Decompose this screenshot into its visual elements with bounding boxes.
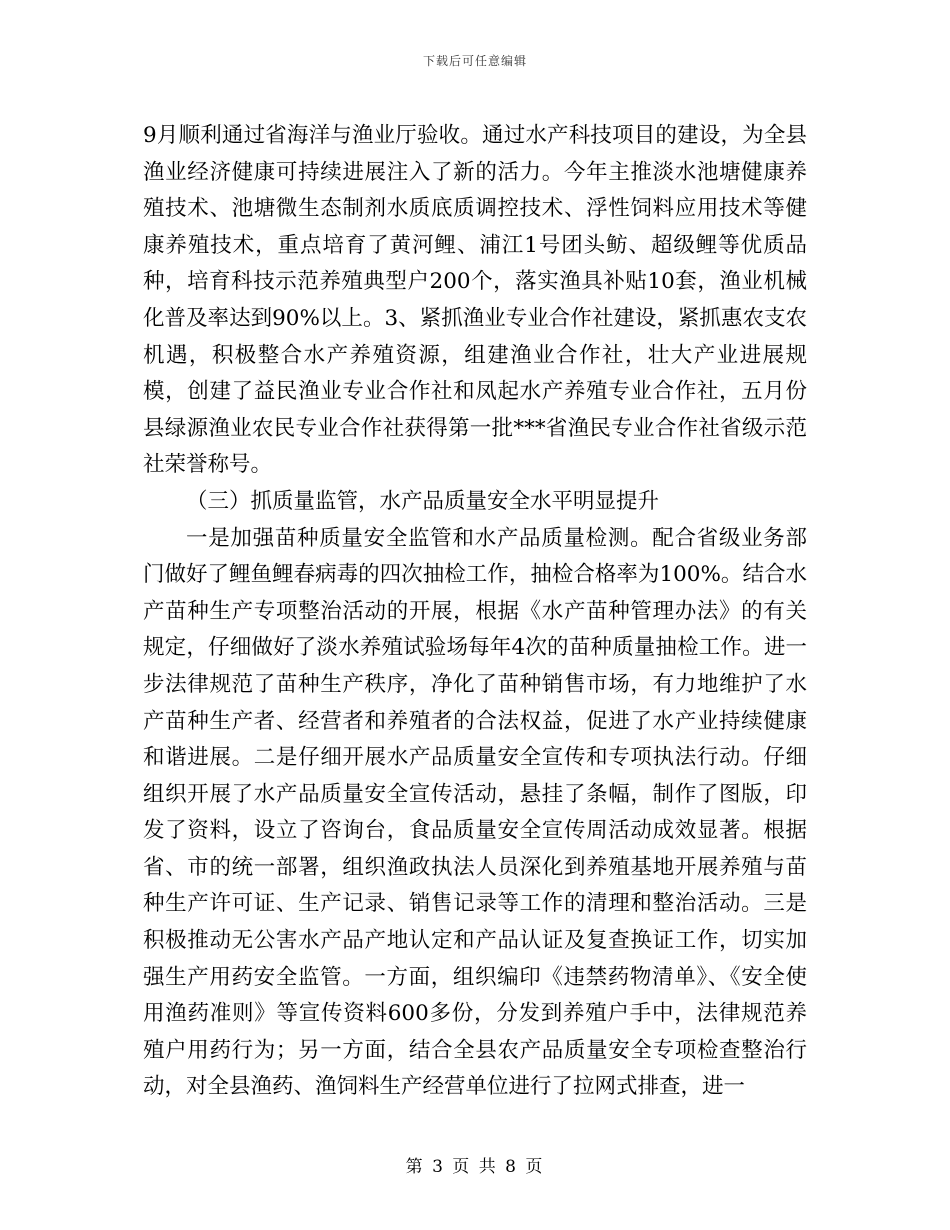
section-heading: （三）抓质量监管，水产品质量安全水平明显提升 [186, 488, 660, 514]
paragraph-continuation: 9月顺利通过省海洋与渔业厅验收。通过水产科技项目的建设，为全县渔业经济健康可持续进展注入了新的活力。今年主推淡水池塘健康养殖技术、池塘微生态制剂水质底质调控技术、浮性饲料应用技术等健康养殖技术，重点培育了黄河鲤、浦江1号团头鲂、超级鲤等优质品种，培育科技示范养殖典型户200个，落实渔具补贴10套，渔业机械化普及率达到90%以上。3、紧抓渔业专业合作社建设，紧抓惠农支农机遇，积极整合水产养殖资源，组建渔业合作社，壮大产业进展规模，创建了益民渔业专业合作社和凤起水产养殖专业合作社，五月份县绿源渔业农民专业合作社获得第一批***省渔民专业合作社省级示范社荣誉称号。 [143, 123, 807, 478]
page-number: 第 3 页 共 8 页 [405, 1157, 545, 1177]
document-body [143, 118, 807, 1106]
page-header: 下载后可任意编辑 [422, 54, 527, 68]
paragraph-quality-supervision: 一是加强苗种质量安全监管和水产品质量检测。配合省级业务部门做好了鲤鱼鲤春病毒的四次抽检工作，抽检合格率为100%。结合水产苗种生产专项整治活动的开展，根据《水产苗种管理办法》的有关规定，仔细做好了淡水养殖试验场每年4次的苗种质量抽检工作。进一步法律规范了苗种生产秩序，净化了苗种销售市场，有力地维护了水产苗种生产者、经营者和养殖者的合法权益，促进了水产业持续健康和谐进展。二是仔细开展水产品质量安全宣传和专项执法行动。仔细组织开展了水产品质量安全宣传活动，悬挂了条幅，制作了图版，印发了资料，设立了咨询台，食品质量安全宣传周活动成效显著。根据省、市的统一部署，组织渔政执法人员深化到养殖基地开展养殖与苗种生产许可证、生产记录、销售记录等工作的清理和整治活动。三是积极推动无公害水产品产地认定和产品认证及复查换证工作，切实加强生产用药安全监管。一方面，组织编印《违禁药物清单》、《安全使用渔药准则》等宣传资料600多份，分发到养殖户手中，法律规范养殖户用药行为；另一方面，结合全县农产品质量安全专项检查整治行动，对全县渔药、渔饲料生产经营单位进行了拉网式排查，进一 [143, 525, 807, 1100]
